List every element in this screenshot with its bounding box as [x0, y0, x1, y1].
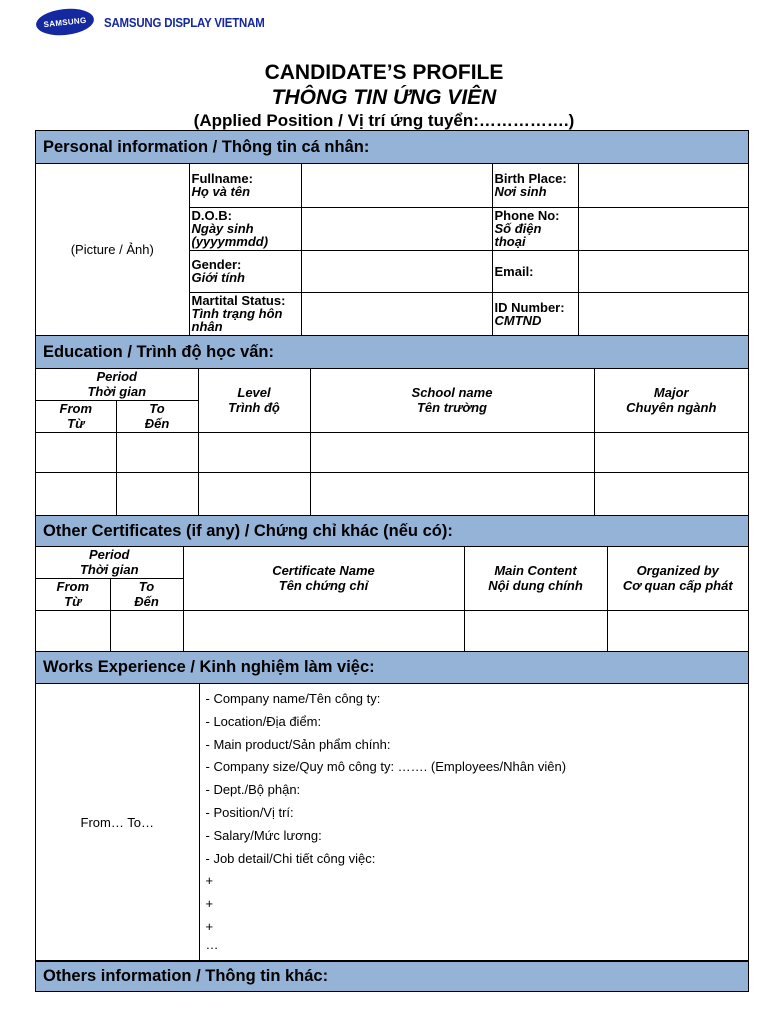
cert-name-header: Certificate Name Tên chứng chỉ: [183, 547, 464, 610]
edu-cell[interactable]: [36, 432, 116, 472]
list-item: +: [205, 918, 214, 934]
edu-level-header: Level Trình độ: [198, 369, 310, 432]
edu-cell[interactable]: [310, 432, 594, 472]
cert-cell[interactable]: [183, 610, 464, 651]
samsung-logo-icon: SAMSUNG: [35, 6, 95, 38]
section-work-heading: Works Experience / Kinh nghiệm làm việc:: [36, 651, 748, 684]
work-details-cell[interactable]: [199, 684, 748, 961]
cert-org-header: Organized by Cơ quan cấp phát: [607, 547, 748, 610]
cert-cell[interactable]: [607, 610, 748, 651]
list-item: - Job detail/Chi tiết công việc:: [205, 850, 376, 866]
dob-field[interactable]: [301, 207, 492, 250]
applied-position: (Applied Position / Vị trí ứng tuyển:…………….): [193, 111, 575, 130]
edu-cell[interactable]: [36, 472, 116, 515]
cert-from-header: From Từ: [36, 578, 110, 610]
logo-text: SAMSUNG DISPLAY VIETNAM: [104, 14, 265, 30]
section-personal-heading: Personal information / Thông tin cá nhân:: [36, 131, 748, 164]
email-label: Email:: [492, 250, 578, 292]
personal-table: [36, 164, 748, 336]
table-row: [36, 610, 748, 651]
company-logo: [36, 8, 287, 36]
email-field[interactable]: [578, 250, 748, 292]
fullname-field[interactable]: [301, 164, 492, 207]
edu-cell[interactable]: [198, 472, 310, 515]
edu-cell[interactable]: [198, 432, 310, 472]
gender-label: Gender: Giới tính: [189, 250, 301, 292]
edu-cell[interactable]: [116, 472, 198, 515]
phone-label: Phone No: Số điện thoại: [492, 207, 578, 250]
certificates-table: [36, 547, 748, 652]
edu-cell[interactable]: [594, 432, 748, 472]
section-others-heading: Others information / Thông tin khác:: [36, 961, 748, 991]
fullname-label: Fullname: Họ và tên: [189, 164, 301, 207]
edu-cell[interactable]: [116, 432, 198, 472]
list-item: +: [205, 873, 214, 889]
edu-period-header: Period Thời gian: [36, 369, 198, 400]
section-education-heading: Education / Trình độ học vấn:: [36, 335, 748, 369]
list-item: +: [205, 896, 214, 912]
cert-cell[interactable]: [36, 610, 110, 651]
gender-field[interactable]: [301, 250, 492, 292]
title-en: CANDIDATE’S PROFILE: [264, 61, 504, 84]
education-table: [36, 369, 748, 516]
id-field[interactable]: [578, 292, 748, 335]
birthplace-field[interactable]: [578, 164, 748, 207]
birthplace-label: Birth Place: Nơi sinh: [492, 164, 578, 207]
list-item: - Position/Vị trí:: [205, 804, 294, 820]
table-row: [36, 432, 748, 472]
list-item: - Main product/Sản phẩm chính:: [205, 736, 391, 752]
list-item: - Company name/Tên công ty:: [205, 691, 381, 706]
edu-major-header: Major Chuyên ngành: [594, 369, 748, 432]
phone-field[interactable]: [578, 207, 748, 250]
cert-period-header: Period Thời gian: [36, 547, 183, 578]
list-item: - Location/Địa điểm:: [205, 713, 322, 729]
table-row: [36, 472, 748, 515]
cert-cell[interactable]: [464, 610, 607, 651]
edu-from-header: From Từ: [36, 400, 116, 432]
document-title: [0, 60, 768, 132]
list-item: - Dept./Bộ phận:: [205, 782, 301, 798]
edu-school-header: School name Tên trường: [310, 369, 594, 432]
work-details-list: [200, 684, 749, 951]
cert-to-header: To Đến: [110, 578, 183, 610]
edu-cell[interactable]: [594, 472, 748, 515]
picture-box[interactable]: (Picture / Ảnh): [36, 164, 189, 335]
edu-to-header: To Đến: [116, 400, 198, 432]
candidate-form: [35, 130, 749, 992]
cert-cell[interactable]: [110, 610, 183, 651]
list-item: …: [205, 936, 219, 952]
marital-label: Martital Status: Tình trạng hôn nhân: [189, 292, 301, 335]
work-table: [36, 684, 748, 961]
id-label: ID Number: CMTND: [492, 292, 578, 335]
work-period-cell[interactable]: From… To…: [36, 684, 199, 961]
edu-cell[interactable]: [310, 472, 594, 515]
list-item: - Salary/Mức lương:: [205, 827, 322, 843]
title-vi: THÔNG TIN ỨNG VIÊN: [271, 86, 497, 109]
marital-field[interactable]: [301, 292, 492, 335]
cert-content-header: Main Content Nội dung chính: [464, 547, 607, 610]
section-certificates-heading: Other Certificates (if any) / Chứng chỉ khác (nếu có):: [36, 515, 748, 547]
dob-label: D.O.B: Ngày sinh (yyyymmdd): [189, 207, 301, 250]
list-item: - Company size/Quy mô công ty: ……. (Employees/Nhân viên): [205, 759, 567, 775]
